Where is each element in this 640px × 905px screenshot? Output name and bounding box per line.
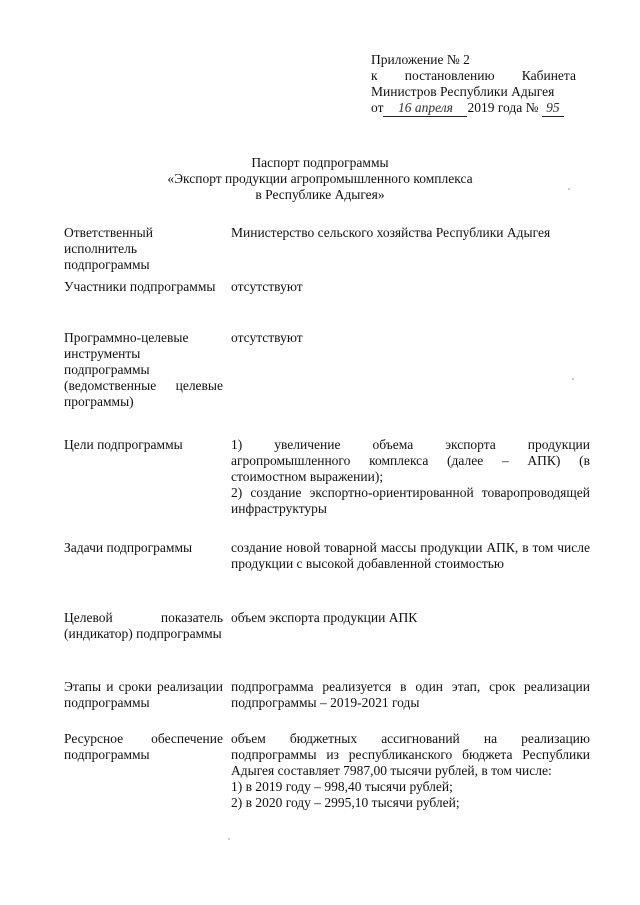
appendix-header [371, 52, 576, 117]
row-value [231, 330, 590, 437]
row-value [231, 225, 590, 279]
row-value [231, 540, 590, 610]
row-value-line: 1) в 2019 году – 998,40 тысячи рублей; [231, 779, 453, 794]
row-label: Этапы и сроки реализации подпрограммы [64, 679, 223, 710]
row-label: Программно-целевые инструменты подпрограммы (ведомственные целевые программы) [64, 330, 223, 409]
appendix-to: к [371, 68, 378, 83]
row-value-line: объем бюджетных ассигнований на реализацию подпрограммы из республиканского бюджета Республики Адыгея составляет 7987,00 тысячи рублей, в том числе: [231, 731, 590, 778]
passport-table [64, 225, 590, 821]
row-label: Цели подпрограммы [64, 437, 183, 452]
page-title [100, 155, 540, 203]
title-line-2: «Экспорт продукции агропромышленного комплекса [167, 171, 473, 186]
passport-row-instruments [64, 330, 590, 437]
appendix-number: Приложение № 2 [371, 52, 470, 67]
appendix-cabinet: Кабинета [521, 68, 576, 83]
row-label: Ресурсное обеспечение подпрограммы [64, 731, 223, 762]
passport-row-resources [64, 731, 590, 821]
passport-row-executor [64, 225, 590, 279]
appendix-date-line [371, 100, 576, 117]
appendix-resolution: постановлению [404, 68, 495, 83]
row-value [231, 279, 590, 330]
row-label: Участники подпрограммы [64, 279, 216, 294]
passport-row-goals [64, 437, 590, 540]
appendix-number-fill: 95 [542, 100, 564, 117]
row-value [231, 679, 590, 731]
row-value [231, 610, 590, 679]
row-value-line: 1) увеличение объема экспорта продукции агропромышленного комплекса (далее – АПК) (в стоимостном выражении); [231, 437, 590, 484]
passport-row-tasks [64, 540, 590, 610]
row-value-line: отсутствуют [231, 330, 303, 345]
row-value [231, 731, 590, 821]
appendix-resolution-line [371, 68, 576, 84]
row-value-line: 2) в 2020 году – 2995,10 тысячи рублей; [231, 795, 460, 810]
appendix-date-fill: 16 апреля [383, 100, 467, 117]
row-value-line: 2) создание экспортно-ориентированной товаропроводящей инфраструктуры [231, 485, 590, 516]
row-value-line: подпрограмма реализуется в один этап, срок реализации подпрограммы – 2019-2021 годы [231, 679, 590, 710]
row-value-line: создание новой товарной массы продукции АПК, в том числе продукции с высокой добавленной стоимостью [231, 540, 590, 571]
passport-row-participants [64, 279, 590, 330]
scan-speck [568, 188, 570, 190]
row-label: Целевой показатель (индикатор) подпрограммы [64, 610, 223, 641]
title-line-1: Паспорт подпрограммы [251, 155, 389, 170]
appendix-from: от [371, 100, 384, 115]
row-value [231, 437, 590, 540]
row-value-line: Министерство сельского хозяйства Республики Адыгея [231, 225, 551, 240]
appendix-year: 2019 года № [467, 100, 539, 115]
passport-row-stages [64, 679, 590, 731]
scan-speck [228, 838, 230, 840]
row-value-line: объем экспорта продукции АПК [231, 610, 418, 625]
row-label: Задачи подпрограммы [64, 540, 193, 555]
row-label: Ответственный исполнитель подпрограммы [64, 225, 153, 272]
row-value-line: отсутствуют [231, 279, 303, 294]
scan-speck [572, 378, 574, 380]
passport-row-indicator [64, 610, 590, 679]
appendix-ministers: Министров Республики Адыгея [371, 84, 555, 99]
title-line-3: в Республике Адыгея» [255, 187, 385, 202]
